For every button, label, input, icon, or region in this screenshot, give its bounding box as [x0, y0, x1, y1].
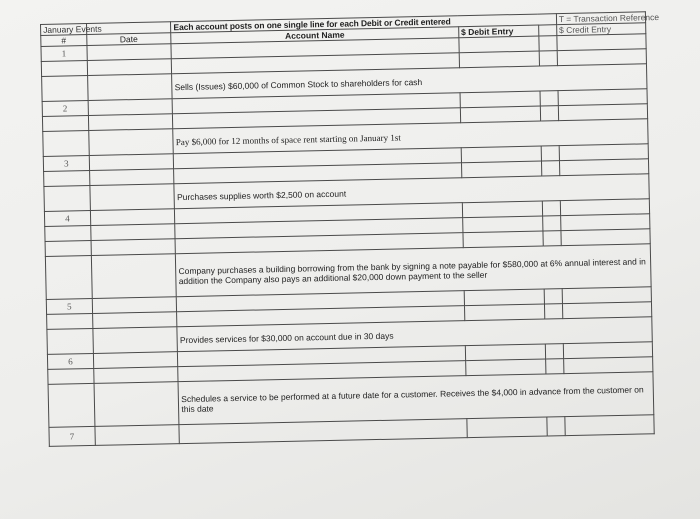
transaction-ref-note: T = Transaction Reference: [556, 12, 645, 25]
event-number: 3: [43, 156, 89, 172]
sheet-title: January Events: [41, 24, 87, 36]
event-description: Sells (Issues) $60,000 of Common Stock to shareholders for cash: [172, 64, 647, 99]
number-header: #: [41, 35, 87, 47]
debit-entry-header: $ Debit Entry: [458, 25, 538, 38]
event-description: Pay $6,000 for 12 months of space rent starting on January 1st: [173, 119, 648, 154]
credit-entry-header: $ Credit Entry: [556, 23, 645, 36]
journal-table: [40, 11, 660, 447]
journal-worksheet: [40, 11, 662, 516]
ref-cell[interactable]: [539, 36, 557, 51]
account-name-header: Account Name: [171, 27, 459, 44]
event-description: Provides services for $30,000 on account due in 30 days: [177, 317, 652, 352]
debit-cell[interactable]: [459, 36, 539, 53]
event-number: 6: [47, 353, 93, 369]
event-number: 2: [42, 101, 88, 117]
event-description: Purchases supplies worth $2,500 on account: [174, 174, 649, 209]
event-description: Company purchases a building borrowing from the bank by signing a note payable for $580,000 at 6% annual interest and in addition the Company also pays an additional $20,000 down payment to the seller: [176, 244, 651, 297]
instruction-text: Each account posts on one single line for each Debit or Credit entered: [171, 14, 557, 33]
event-number: 5: [46, 298, 92, 314]
date-header: Date: [86, 33, 171, 46]
event-number: 4: [44, 210, 90, 226]
event-number: 7: [49, 426, 95, 446]
event-number: 1: [41, 46, 87, 62]
event-description: Schedules a service to be performed at a future date for a customer. Receives the $4,000 in advance from the customer on this date: [178, 372, 653, 425]
